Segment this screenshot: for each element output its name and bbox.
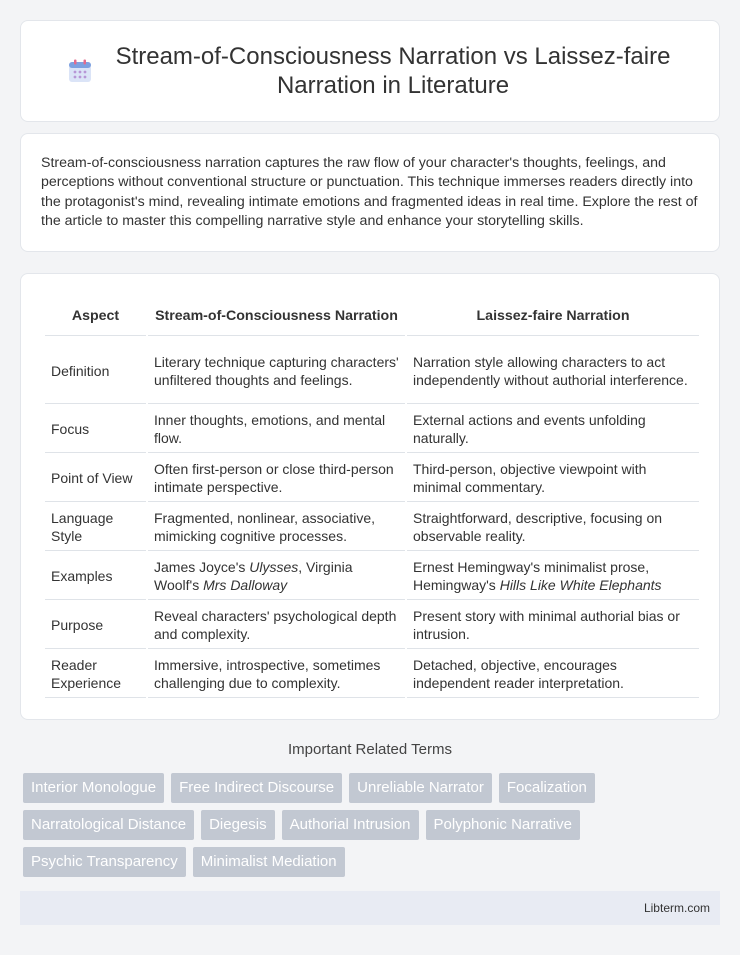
related-terms-heading: Important Related Terms bbox=[288, 741, 452, 758]
table-row bbox=[45, 406, 699, 453]
lf-cell bbox=[407, 553, 699, 600]
soc-cell: Literary technique capturing characters' unfiltered thoughts and feelings. bbox=[148, 338, 405, 404]
aspect-cell: Point of View bbox=[45, 455, 146, 502]
related-term-tag[interactable]: Minimalist Mediation bbox=[193, 847, 345, 877]
soc-cell: Often first-person or close third-person intimate perspective. bbox=[148, 455, 405, 502]
header-aspect: Aspect bbox=[45, 296, 146, 336]
lf-cell: External actions and events unfolding naturally. bbox=[407, 406, 699, 453]
header-lf: Laissez-faire Narration bbox=[407, 296, 699, 336]
table-row bbox=[45, 602, 699, 649]
related-term-tag[interactable]: Focalization bbox=[499, 773, 595, 803]
related-term-tag[interactable]: Unreliable Narrator bbox=[349, 773, 492, 803]
table-row bbox=[45, 553, 699, 600]
aspect-cell: Examples bbox=[45, 553, 146, 600]
page-title: Stream-of-Consciousness Narration vs Laissez-faire Narration in Literature bbox=[115, 43, 671, 99]
footer-site-link[interactable]: Libterm.com bbox=[643, 901, 710, 915]
related-term-tag[interactable]: Narratological Distance bbox=[23, 810, 194, 840]
table-row bbox=[45, 651, 699, 698]
related-term-tag[interactable]: Free Indirect Discourse bbox=[171, 773, 342, 803]
header-soc: Stream-of-Consciousness Narration bbox=[148, 296, 405, 336]
title-card bbox=[20, 20, 720, 122]
intro-paragraph: Stream-of-consciousness narration captures the raw flow of your character's thoughts, feelings, and perceptions without conventional structure or punctuation. This technique immerses readers directly into the protagonist's mind, revealing intimate emotions and fragmented ideas in real time. Explore the rest of the article to master this compelling narrative style and enhance your storytelling skills. bbox=[41, 155, 698, 229]
lf-cell: Narration style allowing characters to act independently without authorial interference. bbox=[407, 338, 699, 404]
lf-example-title: Hills Like White Elephants bbox=[499, 577, 662, 593]
aspect-cell: Purpose bbox=[45, 602, 146, 649]
related-term-tag[interactable]: Psychic Transparency bbox=[23, 847, 186, 877]
soc-cell: Fragmented, nonlinear, associative, mimicking cognitive processes. bbox=[148, 504, 405, 551]
table-row bbox=[45, 338, 699, 404]
soc-example-title: Ulysses bbox=[249, 559, 299, 575]
lf-example-text: Ernest Hemingway's minimalist prose, Hemingway's bbox=[413, 559, 650, 593]
table-row bbox=[45, 455, 699, 502]
lf-cell: Detached, objective, encourages independent reader interpretation. bbox=[407, 651, 699, 698]
intro-card bbox=[20, 133, 720, 252]
aspect-cell: Definition bbox=[45, 338, 146, 404]
soc-cell: Reveal characters' psychological depth and complexity. bbox=[148, 602, 405, 649]
comparison-table bbox=[43, 294, 701, 700]
lf-cell: Straightforward, descriptive, focusing on observable reality. bbox=[407, 504, 699, 551]
aspect-cell: Focus bbox=[45, 406, 146, 453]
calendar-icon bbox=[67, 58, 93, 84]
soc-example-text: , Virginia Woolf's bbox=[154, 559, 353, 593]
lf-cell: Present story with minimal authorial bias or intrusion. bbox=[407, 602, 699, 649]
footer bbox=[20, 891, 720, 925]
soc-example-text: James Joyce's bbox=[154, 559, 250, 575]
related-term-tag[interactable]: Interior Monologue bbox=[23, 773, 164, 803]
soc-cell: Immersive, introspective, sometimes challenging due to complexity. bbox=[148, 651, 405, 698]
soc-cell bbox=[148, 553, 405, 600]
related-terms-list bbox=[23, 773, 723, 877]
table-row bbox=[45, 504, 699, 551]
comparison-card bbox=[20, 273, 720, 720]
related-term-tag[interactable]: Diegesis bbox=[201, 810, 275, 840]
related-term-tag[interactable]: Authorial Intrusion bbox=[282, 810, 419, 840]
related-term-tag[interactable]: Polyphonic Narrative bbox=[426, 810, 580, 840]
table-header-row bbox=[45, 296, 699, 336]
aspect-cell: Reader Experience bbox=[45, 651, 146, 698]
lf-cell: Third-person, objective viewpoint with minimal commentary. bbox=[407, 455, 699, 502]
soc-cell: Inner thoughts, emotions, and mental flow. bbox=[148, 406, 405, 453]
aspect-cell: Language Style bbox=[45, 504, 146, 551]
soc-example-title: Mrs Dalloway bbox=[203, 577, 288, 593]
